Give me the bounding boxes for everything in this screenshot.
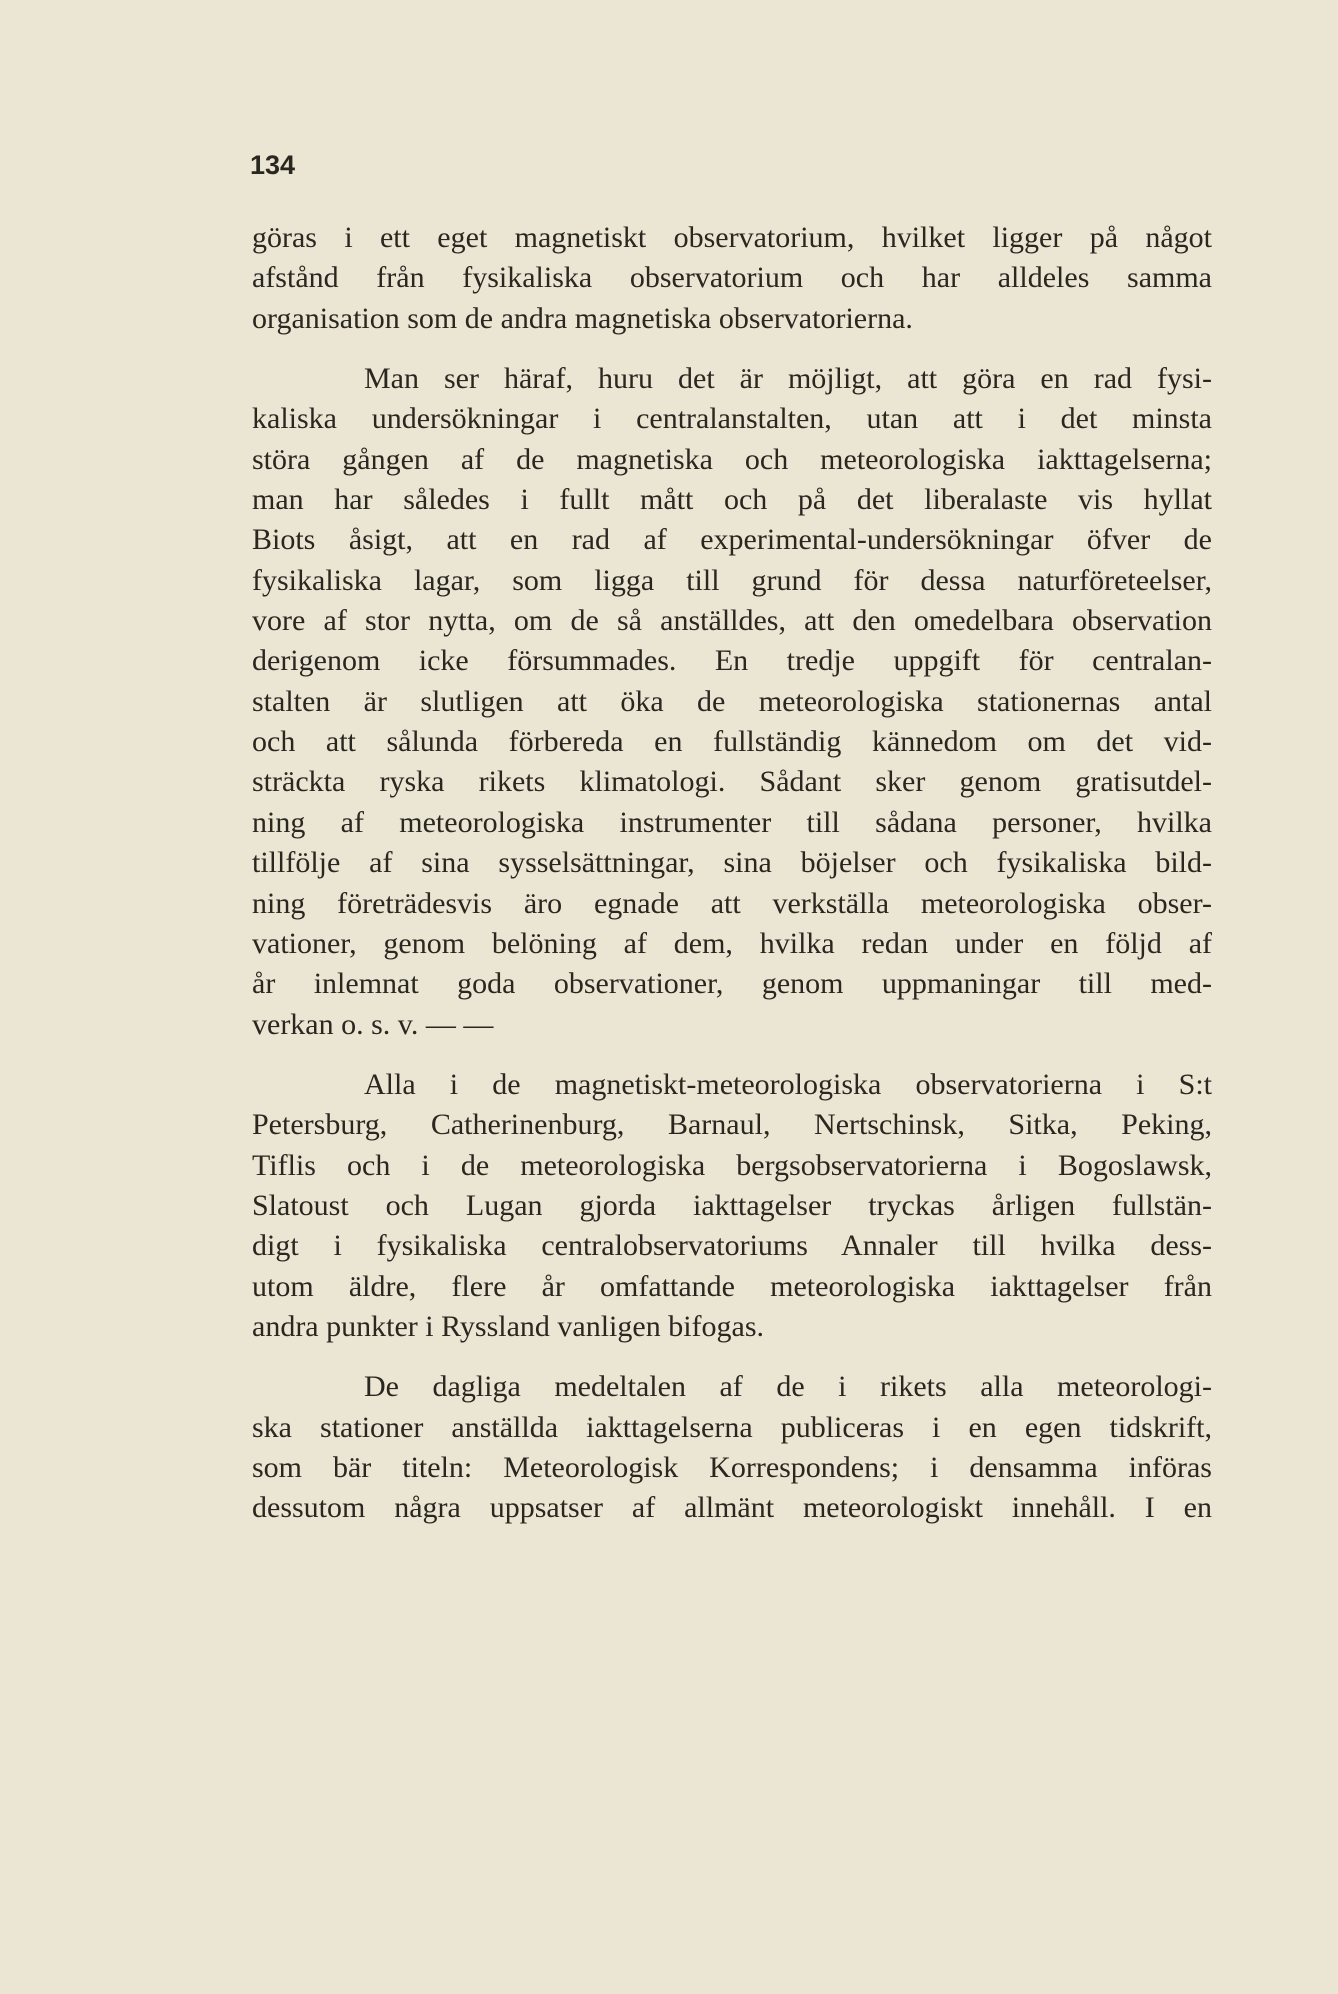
text-line: vationer, genom belöning af dem, hvilka redan under en följd af <box>252 926 1212 960</box>
text-line: Biots åsigt, att en rad af experimental-undersökningar öfver de <box>252 523 1212 557</box>
text-line: Man ser häraf, huru det är möjligt, att göra en rad fysi- <box>364 362 1212 396</box>
paragraph-4 <box>252 1367 1212 1528</box>
text-line: andra punkter i Ryssland vanligen bifogas. <box>252 1309 765 1343</box>
paragraph-gap <box>252 1347 1212 1367</box>
paragraph-gap <box>252 1045 1212 1065</box>
text-line: och att sålunda förbereda en fullständig kännedom om det vid- <box>252 725 1212 759</box>
text-line: ning företrädesvis äro egnade att verkställa meteorologiska obser- <box>252 886 1212 920</box>
paragraph-1 <box>252 218 1212 339</box>
text-line: dessutom några uppsatser af allmänt meteorologiskt innehåll. I en <box>252 1491 1212 1525</box>
text-line: Tiflis och i de meteorologiska bergsobservatorierna i Bogoslawsk, <box>252 1148 1212 1182</box>
text-line: verkan o. s. v. — — <box>252 1007 494 1041</box>
text-line: Alla i de magnetiskt-meteorologiska observatorierna i S:t <box>364 1067 1212 1101</box>
text-line: Petersburg, Catherinenburg, Barnaul, Nertschinsk, Sitka, Peking, <box>252 1108 1212 1142</box>
text-line: organisation som de andra magnetiska observatorierna. <box>252 301 913 335</box>
text-line: fysikaliska lagar, som ligga till grund för dessa naturföreteelser, <box>252 563 1212 597</box>
body-text <box>252 218 1212 1529</box>
text-line: ska stationer anställda iakttagelserna publiceras i en egen tidskrift, <box>252 1410 1212 1444</box>
text-line: ning af meteorologiska instrumenter till sådana personer, hvilka <box>252 805 1212 839</box>
text-line: år inlemnat goda observationer, genom uppmaningar till med- <box>252 967 1212 1001</box>
page-number: 134 <box>250 150 296 180</box>
text-line: sträckta ryska rikets klimatologi. Sådant sker genom gratisutdel- <box>252 765 1212 799</box>
text-line: utom äldre, flere år omfattande meteorologiska iakttagelser från <box>252 1269 1212 1303</box>
text-line: stalten är slutligen att öka de meteorologiska stationernas antal <box>252 684 1212 718</box>
text-line: störa gången af de magnetiska och meteorologiska iakttagelserna; <box>252 442 1212 476</box>
text-line: digt i fysikaliska centralobservatoriums Annaler till hvilka dess- <box>252 1229 1212 1263</box>
paragraph-gap <box>252 339 1212 359</box>
text-line: tillfölje af sina sysselsättningar, sina böjelser och fysikaliska bild- <box>252 846 1212 880</box>
text-line: De dagliga medeltalen af de i rikets alla meteorologi- <box>364 1370 1212 1404</box>
paragraph-3 <box>252 1065 1212 1347</box>
text-line: göras i ett eget magnetiskt observatorium, hvilket ligger på något <box>252 221 1212 254</box>
text-line: afstånd från fysikaliska observatorium och har alldeles samma <box>252 261 1212 295</box>
text-line: som bär titeln: Meteorologisk Korrespondens; i densamma införas <box>252 1450 1212 1484</box>
text-line: Slatoust och Lugan gjorda iakttagelser tryckas årligen fullstän- <box>252 1188 1212 1222</box>
text-line: man har således i fullt mått och på det liberalaste vis hyllat <box>252 483 1212 517</box>
text-line: derigenom icke försummades. En tredje uppgift för centralan- <box>252 644 1212 678</box>
text-line: kaliska undersökningar i centralanstalten, utan att i det minsta <box>252 402 1212 436</box>
paragraph-2 <box>252 359 1212 1045</box>
text-line: vore af stor nytta, om de så anställdes, att den omedelbara observation <box>252 604 1212 638</box>
